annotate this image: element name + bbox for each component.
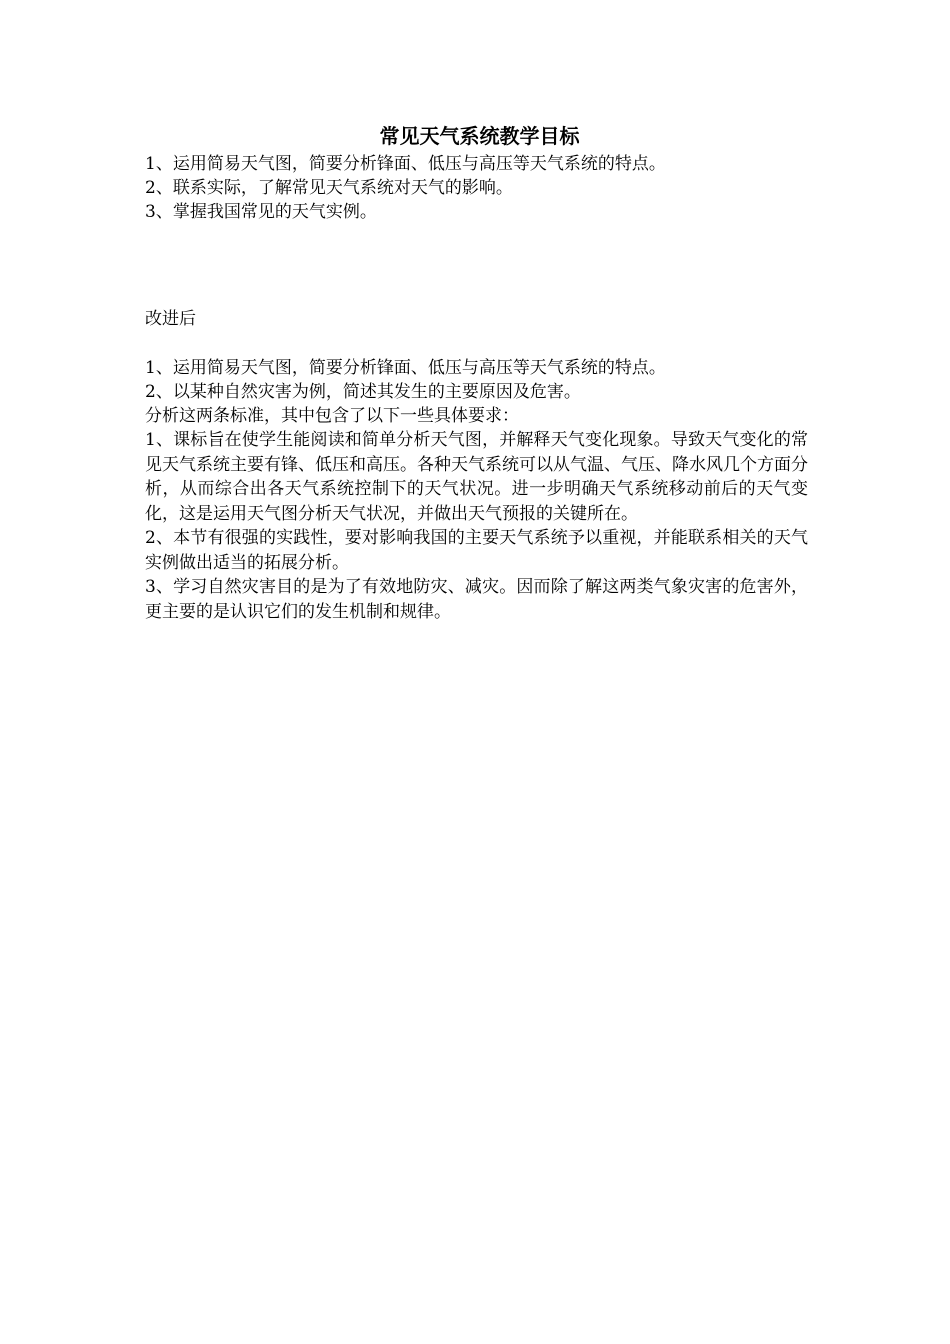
- analysis-point-3: 3、学习自然灾害目的是为了有效地防灾、减灾。因而除了解这两类气象灾害的危害外，更主要的是认识它们的发生机制和规律。: [145, 577, 808, 622]
- analysis-point-2: 2、本节有很强的实践性，要对影响我国的主要天气系统予以重视，并能联系相关的天气实例做出适当的拓展分析。: [145, 528, 808, 573]
- document-body: [145, 120, 808, 624]
- original-goal-1: 1、运用简易天气图，简要分析锋面、低压与高压等天气系统的特点。: [145, 154, 666, 174]
- document-title: 常见天气系统教学目标: [379, 124, 580, 148]
- improved-goal-1: 1、运用简易天气图，简要分析锋面、低压与高压等天气系统的特点。: [145, 358, 666, 378]
- original-goal-2: 2、联系实际，了解常见天气系统对天气的影响。: [145, 178, 513, 198]
- original-goal-3: 3、掌握我国常见的天气实例。: [145, 202, 377, 222]
- improved-heading: 改进后: [145, 309, 196, 329]
- analysis-point-1: 1、课标旨在使学生能阅读和简单分析天气图，并解释天气变化现象。导致天气变化的常见天气系统主要有锋、低压和高压。各种天气系统可以从气温、气压、降水风几个方面分析，从而综合出各天气系统控制下的天气状况。进一步明确天气系统移动前后的天气变化，这是运用天气图分析天气状况，并做出天气预报的关键所在。: [145, 430, 808, 524]
- improved-goal-2: 2、以某种自然灾害为例，简述其发生的主要原因及危害。: [145, 382, 581, 402]
- analysis-intro: 分析这两条标准，其中包含了以下一些具体要求：: [145, 406, 519, 426]
- spacer: [145, 331, 808, 356]
- spacer: [145, 224, 808, 307]
